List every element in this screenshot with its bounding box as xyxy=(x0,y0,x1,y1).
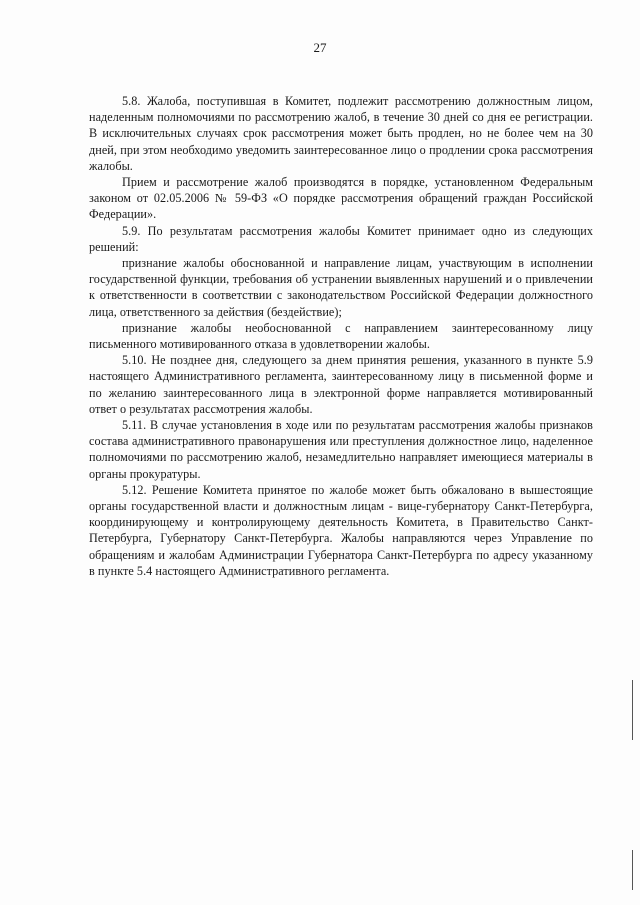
scan-edge-mark xyxy=(632,680,633,740)
decision-option-justified: признание жалобы обоснованной и направление лицам, участвующим в исполнении государственной функции, требования об устранении выявленных нарушений и о привлечении к ответственности в соответствии с законодательством Российской Федерации должностного лица, ответственного за действия (бездействие); xyxy=(89,256,593,319)
paragraph-5-8: 5.8. Жалоба, поступившая в Комитет, подлежит рассмотрению должностным лицом, наделенным полномочиями по рассмотрению жалоб, в течение 30 дней со дня ее регистрации. В исключительных случаях срок рассмотрения может быть продлен, но не более чем на 30 дней, при этом необходимо уведомить заинтересованное лицо о продлении срока рассмотрения жалобы. xyxy=(89,94,593,173)
document-body xyxy=(89,93,593,579)
paragraph-5-10: 5.10. Не позднее дня, следующего за днем принятия решения, указанного в пункте 5.9 настоящего Административного регламента, заинтересованному лицу в письменной форме и по желанию заинтересованного лица в электронной форме направляется мотивированный ответ о результатах рассмотрения жалобы. xyxy=(89,353,593,416)
paragraph-reception-procedure: Прием и рассмотрение жалоб производятся в порядке, установленном Федеральным законом от 02.05.2006 № 59-ФЗ «О порядке рассмотрения обращений граждан Российской Федерации». xyxy=(89,175,593,222)
paragraph-5-9: 5.9. По результатам рассмотрения жалобы Комитет принимает одно из следующих решений: xyxy=(89,223,593,254)
paragraph-5-11: 5.11. В случае установления в ходе или по результатам рассмотрения жалобы признаков состава административного правонарушения или преступления должностное лицо, наделенное полномочиями по рассмотрению жалоб, незамедлительно направляет имеющиеся материалы в органы прокуратуры. xyxy=(89,418,593,481)
page-number: 27 xyxy=(313,40,327,55)
scan-edge-mark xyxy=(632,850,633,890)
decision-option-unjustified: признание жалобы необоснованной с направлением заинтересованному лицу письменного мотивированного отказа в удовлетворении жалобы. xyxy=(89,320,593,352)
paragraph-5-12: 5.12. Решение Комитета принятое по жалобе может быть обжаловано в вышестоящие органы государственной власти и должностным лицам - вице-губернатору Санкт-Петербурга, координирующему и контролирующему деятельность Комитета, в Правительство Санкт-Петербурга, Губернатору Санкт-Петербурга. Жалобы направляются через Управление по обращениям и жалобам Администрации Губернатора Санкт-Петербурга по адресу указанному в пункте 5.4 настоящего Административного регламента. xyxy=(89,482,593,578)
